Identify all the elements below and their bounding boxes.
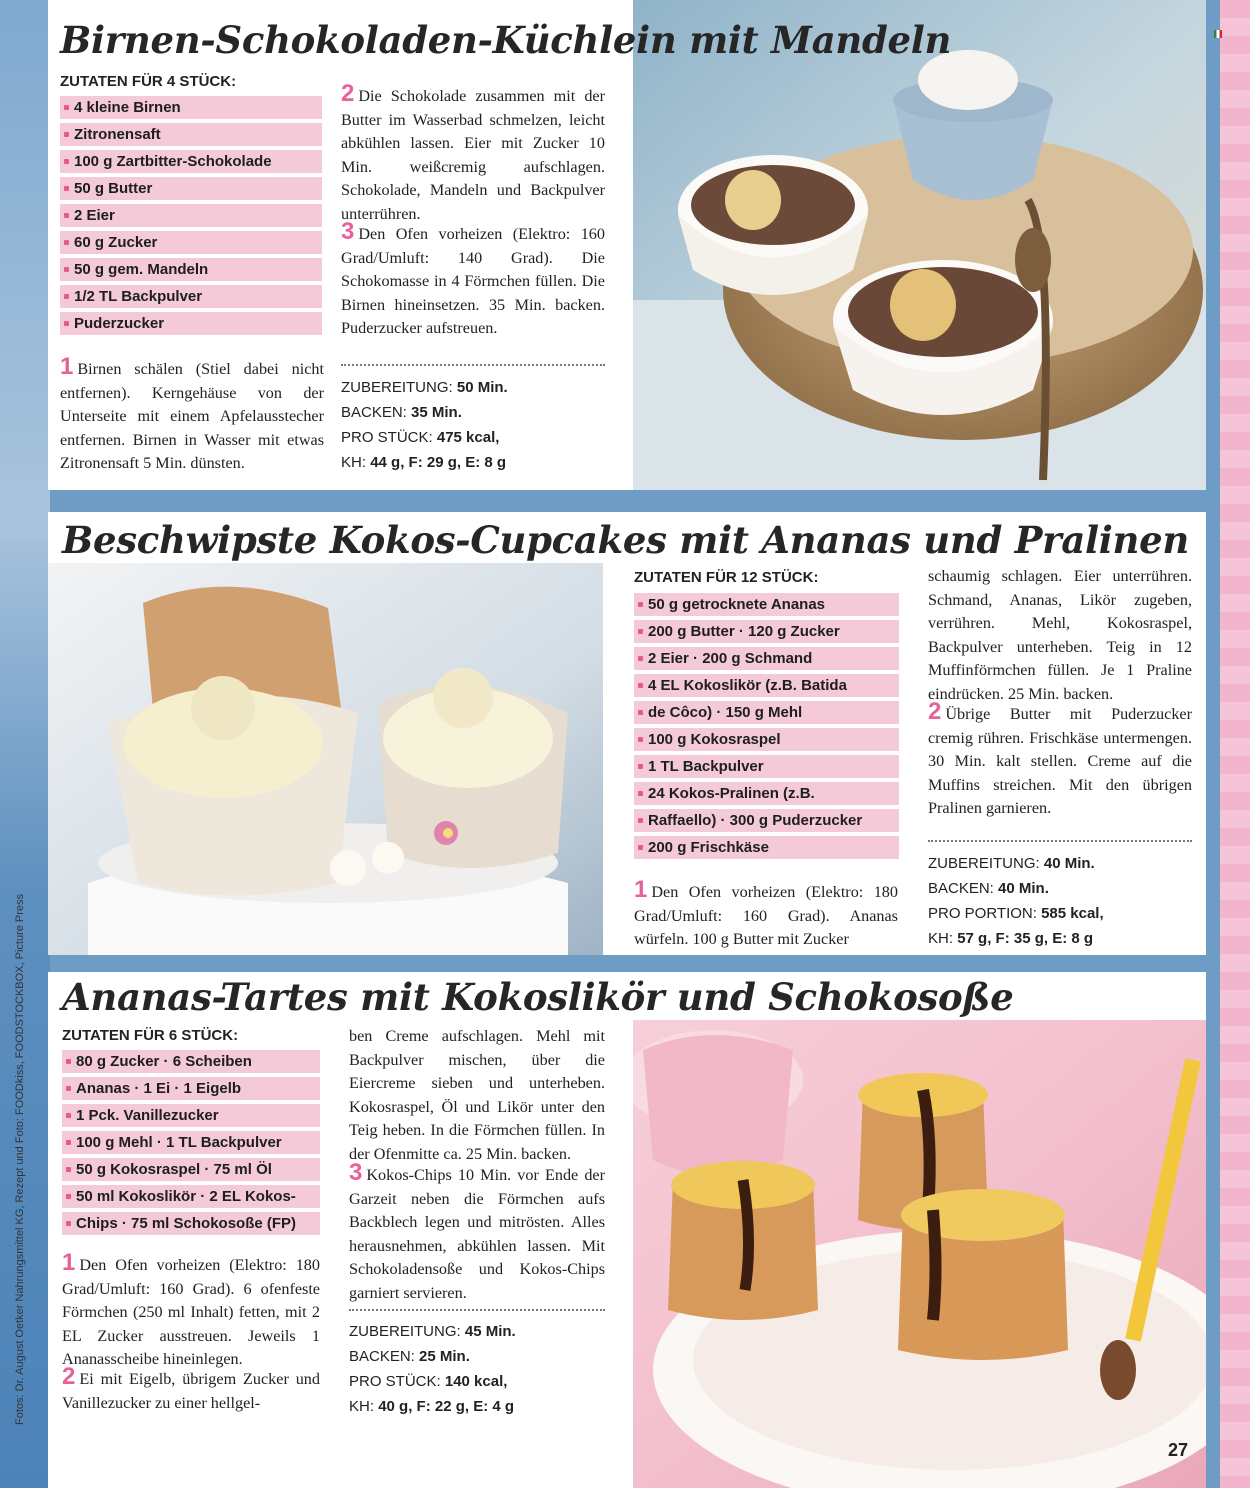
recipe-title-3: Ananas-Tartes mit Kokoslikör und Schokosoße <box>62 975 1014 1019</box>
ingredient-item: 50 g gem. Mandeln <box>60 258 322 281</box>
stat-value: 50 Min. <box>456 379 508 396</box>
stat-label: PRO PORTION: <box>928 905 1037 922</box>
stat-label: KH: <box>928 930 954 947</box>
recipe-step-3-1 <box>62 1249 320 1372</box>
ingredient-item: 4 EL Kokoslikör (z.B. Batida <box>634 674 899 697</box>
recipe-step-3-3 <box>349 1159 605 1305</box>
ingredients-list-1 <box>60 96 322 339</box>
step-text: Den Ofen vorheizen (Elektro: 180 Grad/Umluft: 160 Grad). 6 ofenfeste Förmchen (250 ml Inhalt) fetten, mit 2 EL Zucker ausstreuen. Jeweils 1 Ananasscheibe hineinlegen. <box>62 1256 320 1368</box>
stat-label: ZUBEREITUNG: <box>349 1323 461 1340</box>
step-number: 1 <box>634 876 648 903</box>
stat-value: 585 kcal, <box>1041 905 1104 922</box>
step-text: Den Ofen vorheizen (Elektro: 180 Grad/Umluft: 160 Grad). Ananas würfeln. 100 g Butter mit Zucker <box>634 883 898 948</box>
recipe-stats-1 <box>341 375 508 475</box>
ingredient-item: 60 g Zucker <box>60 231 322 254</box>
ingredient-item: 100 g Zartbitter-Schokolade <box>60 150 322 173</box>
ingredient-item: 100 g Mehl · 1 TL Backpulver <box>62 1131 320 1154</box>
recipe-step-1-1 <box>60 353 324 476</box>
recipe-title-1: Birnen-Schokoladen-Küchlein mit Mandeln <box>60 18 952 62</box>
divider-dotted <box>341 364 605 366</box>
ingredients-list-3 <box>62 1050 320 1239</box>
ingredient-item: 1 TL Backpulver <box>634 755 899 778</box>
stat-value: 475 kcal, <box>436 429 500 446</box>
step-number: 2 <box>341 80 355 107</box>
recipe-step-3-2-cont <box>349 1025 605 1166</box>
stat-value: 44 g, F: 29 g, E: 8 g <box>370 454 507 471</box>
stat-label: PRO STÜCK: <box>341 429 433 446</box>
step-number: 1 <box>60 353 74 380</box>
stat-label: BACKEN: <box>341 404 407 421</box>
step-number: 2 <box>62 1363 76 1390</box>
ingredient-item: 2 Eier <box>60 204 322 227</box>
stat-label: BACKEN: <box>928 880 994 897</box>
stat-label: ZUBEREITUNG: <box>928 855 1040 872</box>
step-text: Ei mit Eigelb, übrigem Zucker und Vanillezucker zu einer hellgel- <box>62 1370 320 1412</box>
ingredient-item: 200 g Frischkäse <box>634 836 899 859</box>
ingredient-item: Chips · 75 ml Schokosoße (FP) <box>62 1212 320 1235</box>
stat-value: 25 Min. <box>419 1348 470 1365</box>
ingredient-item: 50 ml Kokoslikör · 2 EL Kokos- <box>62 1185 320 1208</box>
ingredients-list-2 <box>634 593 899 863</box>
stat-value: 40 Min. <box>998 880 1049 897</box>
step-number: 1 <box>62 1249 76 1276</box>
divider-dotted <box>349 1309 605 1311</box>
ingredient-item: Ananas · 1 Ei · 1 Eigelb <box>62 1077 320 1100</box>
step-number: 3 <box>341 218 355 245</box>
ingredient-item: 1 Pck. Vanillezucker <box>62 1104 320 1127</box>
recipe-step-1-2 <box>341 80 605 226</box>
ingredient-item: 24 Kokos-Pralinen (z.B. <box>634 782 899 805</box>
stat-value: 57 g, F: 35 g, E: 8 g <box>957 930 1094 947</box>
recipe-step-2-1 <box>634 876 898 952</box>
stat-label: PRO STÜCK: <box>349 1373 441 1390</box>
recipe-step-3-2 <box>62 1363 320 1415</box>
step-text: Übrige Butter mit Puderzucker cremig rühren. Frischkäse untermengen. 30 Min. kalt stellen. Creme auf die Muffins streichen. Mit den übrigen Pralinen garnieren. <box>928 705 1192 817</box>
recipe-title-2: Beschwipste Kokos-Cupcakes mit Ananas und Pralinen <box>62 518 1189 562</box>
recipe-photo-3 <box>633 1020 1206 1488</box>
ingredient-item: 50 g getrocknete Ananas <box>634 593 899 616</box>
ingredient-item: de Côco) · 150 g Mehl <box>634 701 899 724</box>
ingredient-item: 2 Eier · 200 g Schmand <box>634 647 899 670</box>
stat-value: 45 Min. <box>464 1323 516 1340</box>
step-text: Birnen schälen (Stiel dabei nicht entfernen). Kerngehäuse von der Unterseite mit einem Apfelausstecher entfernen. Birnen in Wasser mit etwas Zitronensaft 5 Min. dünsten. <box>60 360 324 472</box>
step-number: 3 <box>349 1159 363 1186</box>
ingredient-item: Puderzucker <box>60 312 322 335</box>
ingredients-header-3: ZUTATEN FÜR 6 STÜCK: <box>62 1027 239 1044</box>
ingredients-header-1: ZUTATEN FÜR 4 STÜCK: <box>60 73 237 90</box>
ingredient-item: 4 kleine Birnen <box>60 96 322 119</box>
recipe-step-1-3 <box>341 218 605 341</box>
step-number: 2 <box>928 698 942 725</box>
step-text: Den Ofen vorheizen (Elektro: 160 Grad/Umluft: 140 Grad). Die Schokomasse in 4 Förmchen füllen. Die Birnen hineinsetzen. 35 Min. backen. Puderzucker aufstreuen. <box>341 225 605 337</box>
recipe-step-2-1-cont <box>928 565 1192 706</box>
photo-credit: Fotos: Dr. August Oetker Nahrungsmittel KG, Rezept und Foto: FOODkiss, FOODSTOCKBOX, Picture Press <box>14 893 26 1425</box>
ingredient-item: 50 g Kokosraspel · 75 ml Öl <box>62 1158 320 1181</box>
stat-value: 40 g, F: 22 g, E: 4 g <box>378 1398 515 1415</box>
recipe-step-2-2 <box>928 698 1192 821</box>
ingredient-item: 200 g Butter · 120 g Zucker <box>634 620 899 643</box>
stat-label: ZUBEREITUNG: <box>341 379 453 396</box>
page-number: 27 <box>1168 1440 1189 1460</box>
ingredient-item: Raffaello) · 300 g Puderzucker <box>634 809 899 832</box>
background-right-pink-stripes <box>1220 0 1250 1488</box>
flag-icon <box>1214 30 1222 38</box>
step-text: Kokos-Chips 10 Min. vor Ende der Garzeit neben die Förmchen aufs Backblech legen und mitrösten. Alles herausnehmen, abkühlen lassen. Mit Schokoladensoße und Kokos-Chips garniert servieren. <box>349 1166 605 1302</box>
ingredients-header-2: ZUTATEN FÜR 12 STÜCK: <box>634 569 819 586</box>
ingredient-item: 1/2 TL Backpulver <box>60 285 322 308</box>
ingredient-item: 50 g Butter <box>60 177 322 200</box>
stat-value: 140 kcal, <box>444 1373 508 1390</box>
ingredient-item: 80 g Zucker · 6 Scheiben <box>62 1050 320 1073</box>
recipe-stats-3 <box>349 1319 516 1419</box>
step-text: schaumig schlagen. Eier unterrühren. Schmand, Ananas, Likör zugeben, verrühren. Mehl, Kokosraspel, Backpulver unterheben. Teig in 12 Muffinförmchen füllen. Je 1 Praline eindrücken. 25 Min. backen. <box>928 567 1192 703</box>
stat-value: 35 Min. <box>411 404 462 421</box>
ingredient-item: 100 g Kokosraspel <box>634 728 899 751</box>
recipe-photo-2 <box>48 563 603 955</box>
stat-label: BACKEN: <box>349 1348 415 1365</box>
stat-value: 40 Min. <box>1043 855 1095 872</box>
stat-label: KH: <box>341 454 367 471</box>
recipe-stats-2 <box>928 851 1104 951</box>
ingredient-item: Zitronensaft <box>60 123 322 146</box>
recipe-photo-1 <box>633 0 1206 490</box>
stat-label: KH: <box>349 1398 375 1415</box>
step-text: Die Schokolade zusammen mit der Butter im Wasserbad schmelzen, leicht abkühlen lassen. Eier mit Zucker 10 Min. weißcremig aufschlagen. Schokolade, Mandeln und Backpulver unterrühren. <box>341 87 605 223</box>
step-text: ben Creme aufschlagen. Mehl mit Backpulver mischen, über die Eiercreme sieben und unterheben. Kokosraspel, Öl und Likör unter den Teig heben. In die Förmchen füllen. In der Ofenmitte ca. 25 Min. backen. <box>349 1027 605 1163</box>
divider-dotted <box>928 840 1192 842</box>
